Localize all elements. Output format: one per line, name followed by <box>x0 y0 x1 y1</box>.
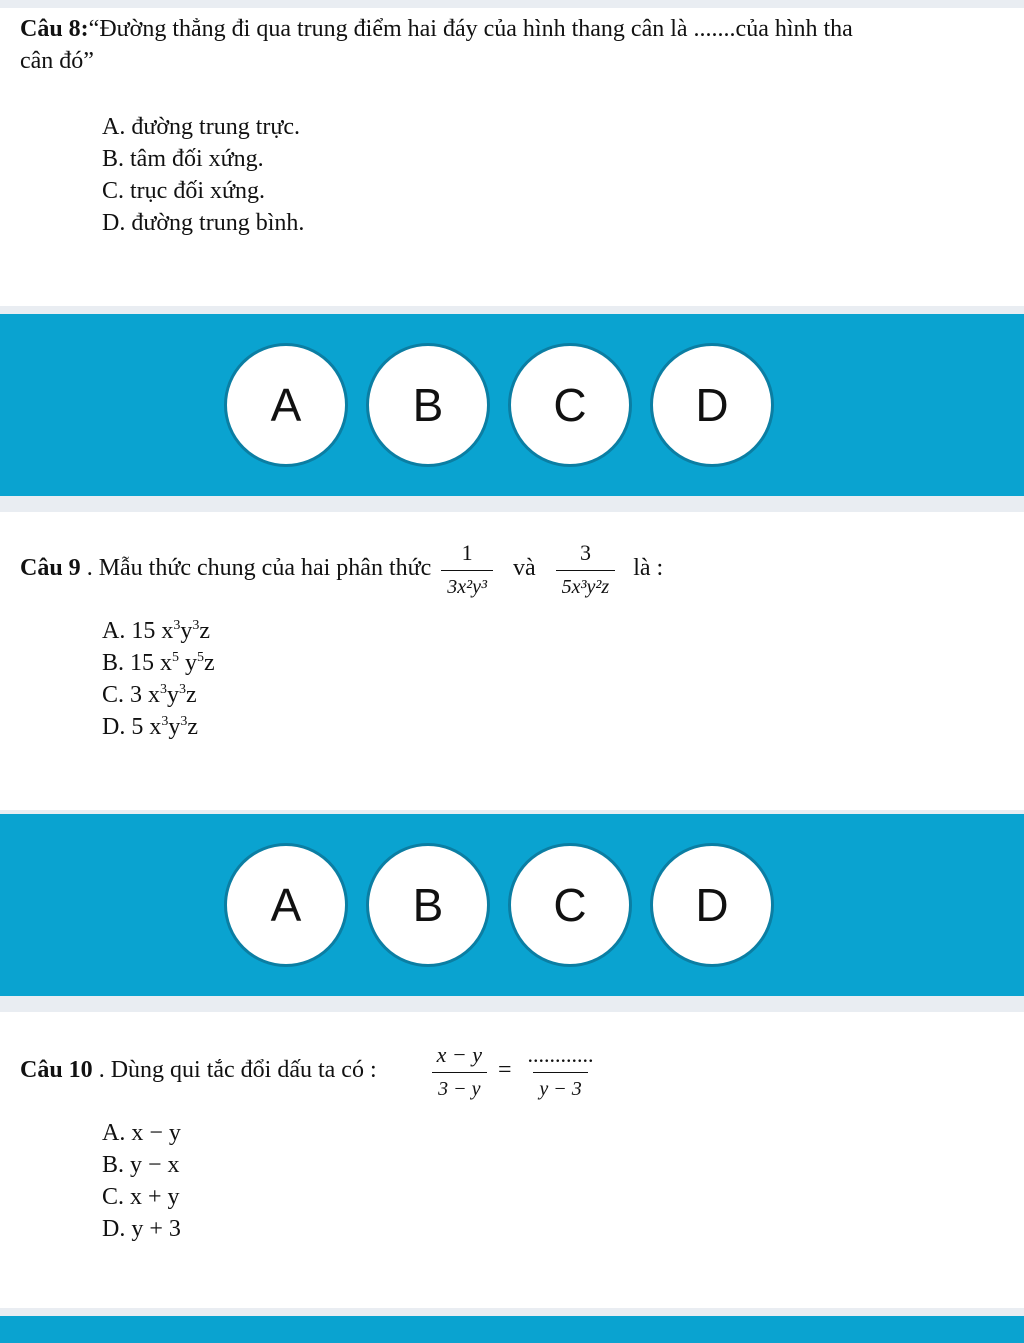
question-10-option-d: D. y + 3 <box>102 1216 181 1242</box>
question-9-option-d: D. 5 $x^3y^3z$ <box>102 714 198 740</box>
x-exponent: 5 <box>172 650 180 665</box>
answer-button-b[interactable]: B <box>366 343 490 467</box>
answer-band-q10-top <box>0 1316 1024 1343</box>
question-10-label: Câu 10 <box>20 1057 93 1084</box>
x-exponent: 3 <box>161 714 169 729</box>
question-8-option-d: D. đường trung bình. <box>102 210 305 236</box>
x-exponent: 3 <box>173 618 181 633</box>
question-8-label: Câu 8: <box>20 16 89 42</box>
fraction-2-numerator: 3 <box>579 540 591 565</box>
question-10-card <box>0 1012 1024 1308</box>
question-8-line2: cân đó” <box>20 48 94 74</box>
answer-button-d[interactable]: D <box>650 343 774 467</box>
option-coefficient: 15 <box>130 650 155 676</box>
fraction-1-numerator: 1 <box>461 540 473 565</box>
question-10-option-a: A. x − y <box>102 1120 181 1146</box>
option-prefix: D. <box>102 714 126 740</box>
rhs-fraction <box>522 1044 600 1099</box>
question-9-card <box>0 512 1024 810</box>
question-9-option-a: A. 15 $x^3y^3z$ <box>102 618 210 644</box>
question-10-option-b: B. y − x <box>102 1152 180 1178</box>
question-8-option-a: A. đường trung trực. <box>102 114 301 140</box>
question-9-label: Câu 9 <box>20 555 81 582</box>
option-coefficient: 5 <box>131 714 144 740</box>
fraction-2-denominator: 5x³y²z <box>556 570 616 597</box>
fraction-1-denominator: 3x²y³ <box>441 570 493 597</box>
question-8-option-b: B. tâm đối xứng. <box>102 146 264 172</box>
question-9-tail: là : <box>633 555 664 582</box>
question-10-option-c: C. x + y <box>102 1184 180 1210</box>
answer-button-c[interactable]: C <box>508 343 632 467</box>
answer-button-d[interactable]: D <box>650 843 774 967</box>
option-prefix: A. <box>102 618 126 644</box>
question-9-line <box>20 542 663 597</box>
answer-button-b[interactable]: B <box>366 843 490 967</box>
question-10-text: . Dùng qui tắc đổi dấu ta có : <box>92 1057 377 1084</box>
option-prefix: C. <box>102 682 125 708</box>
answer-band-q9 <box>0 814 1024 996</box>
y-exponent: 5 <box>197 650 205 665</box>
x-exponent: 3 <box>160 682 168 697</box>
question-9-option-b: B. 15 $x^5$ $y^5z$ <box>102 650 215 676</box>
fraction-1 <box>441 542 493 597</box>
rhs-denominator: y − 3 <box>533 1072 587 1099</box>
y-exponent: 3 <box>179 682 187 697</box>
question-8-line1 <box>20 16 853 43</box>
option-coefficient: 3 <box>130 682 143 708</box>
answer-button-a[interactable]: A <box>224 343 348 467</box>
lhs-fraction <box>431 1044 488 1099</box>
answer-button-a[interactable]: A <box>224 843 348 967</box>
question-8-card <box>0 8 1024 306</box>
y-exponent: 3 <box>192 618 200 633</box>
question-9-option-c: C. 3 $x^3y^3z$ <box>102 682 197 708</box>
y-exponent: 3 <box>180 714 188 729</box>
lhs-numerator: x − y <box>436 1042 482 1067</box>
equals-sign: = <box>498 1057 512 1084</box>
question-10-line <box>20 1044 604 1099</box>
option-coefficient: 15 <box>131 618 156 644</box>
rhs-numerator: ............ <box>527 1042 594 1067</box>
option-prefix: B. <box>102 650 125 676</box>
lhs-denominator: 3 − y <box>432 1072 486 1099</box>
fraction-2 <box>556 542 616 597</box>
question-8-option-c: C. trục đối xứng. <box>102 178 265 204</box>
question-9-text: . Mẫu thức chung của hai phân thức <box>80 555 432 582</box>
answer-button-c[interactable]: C <box>508 843 632 967</box>
question-9-and: và <box>513 555 536 582</box>
question-8-text: “Đường thẳng đi qua trung điểm hai đáy của hình thang cân là .......của hình tha <box>88 16 853 42</box>
answer-band-q8 <box>0 314 1024 496</box>
